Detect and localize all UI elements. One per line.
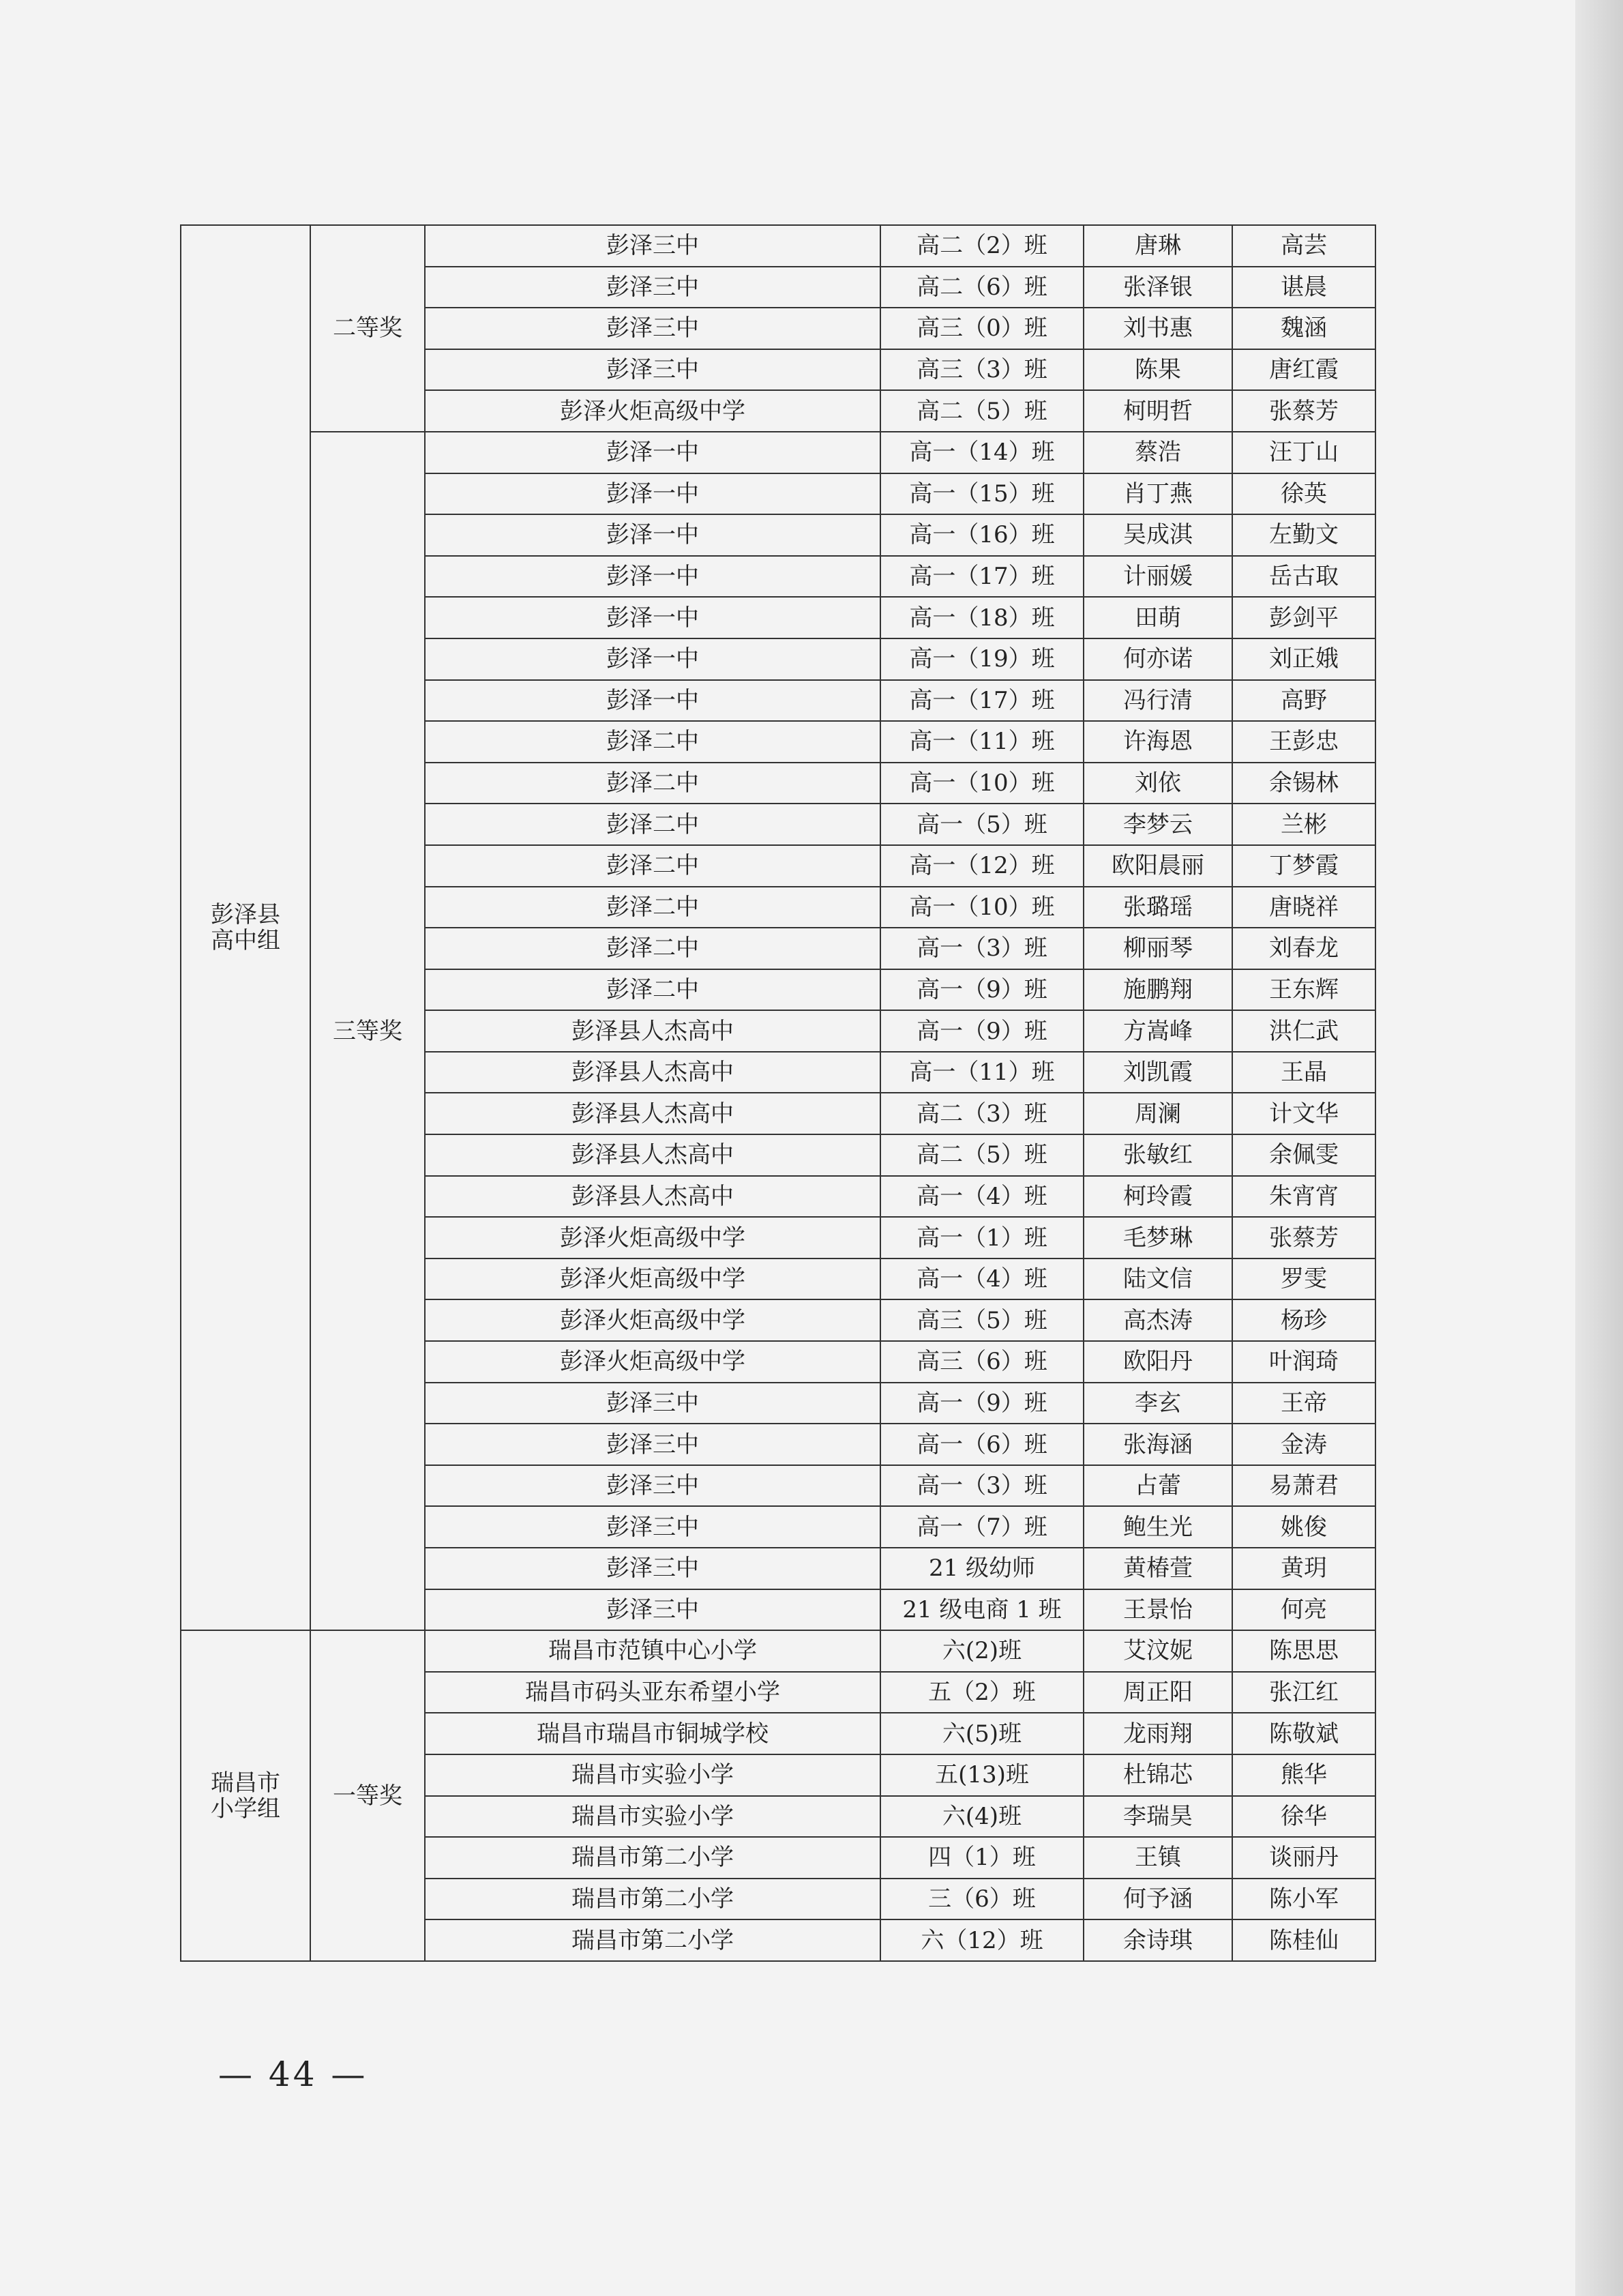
student-cell: 黄椿萱 [1084, 1548, 1232, 1589]
teacher-cell: 易萧君 [1232, 1465, 1375, 1507]
school-cell: 彭泽一中 [425, 680, 880, 722]
class-cell: 高一（18）班 [880, 597, 1084, 638]
student-cell: 周正阳 [1084, 1672, 1232, 1713]
school-cell: 瑞昌市实验小学 [425, 1754, 880, 1796]
student-cell: 余诗琪 [1084, 1919, 1232, 1961]
school-cell: 彭泽三中 [425, 349, 880, 391]
teacher-cell: 丁梦霞 [1232, 845, 1375, 887]
student-cell: 龙雨翔 [1084, 1713, 1232, 1754]
school-cell: 彭泽三中 [425, 267, 880, 308]
school-cell: 彭泽三中 [425, 1465, 880, 1507]
school-cell: 彭泽三中 [425, 1589, 880, 1631]
class-cell: 高一（15）班 [880, 473, 1084, 515]
teacher-cell: 唐红霞 [1232, 349, 1375, 391]
teacher-cell: 余佩雯 [1232, 1134, 1375, 1176]
school-cell: 彭泽一中 [425, 514, 880, 556]
school-cell: 瑞昌市第二小学 [425, 1919, 880, 1961]
teacher-cell: 熊华 [1232, 1754, 1375, 1796]
class-cell: 高一（1）班 [880, 1217, 1084, 1259]
award-cell: 二等奖 [310, 225, 425, 432]
awards-table-body [181, 225, 1375, 1961]
class-cell: 高一（17）班 [880, 680, 1084, 722]
teacher-cell: 姚俊 [1232, 1506, 1375, 1548]
teacher-cell: 刘正娥 [1232, 638, 1375, 680]
school-cell: 瑞昌市实验小学 [425, 1796, 880, 1838]
table-row [181, 432, 1375, 473]
school-cell: 彭泽一中 [425, 597, 880, 638]
award-cell: 三等奖 [310, 432, 425, 1630]
class-cell: 高一（10）班 [880, 763, 1084, 804]
school-cell: 彭泽二中 [425, 887, 880, 928]
class-cell: 高一（9）班 [880, 969, 1084, 1011]
school-cell: 瑞昌市第二小学 [425, 1837, 880, 1879]
teacher-cell: 王彭忠 [1232, 721, 1375, 763]
student-cell: 方嵩峰 [1084, 1010, 1232, 1052]
teacher-cell: 张蔡芳 [1232, 390, 1375, 432]
teacher-cell: 罗雯 [1232, 1259, 1375, 1300]
school-cell: 彭泽三中 [425, 1424, 880, 1465]
teacher-cell: 杨珍 [1232, 1299, 1375, 1341]
class-cell: 高一（11）班 [880, 1052, 1084, 1093]
class-cell: 高一（9）班 [880, 1010, 1084, 1052]
student-cell: 肖丁燕 [1084, 473, 1232, 515]
class-cell: 四（1）班 [880, 1837, 1084, 1879]
student-cell: 张璐瑶 [1084, 887, 1232, 928]
school-cell: 彭泽县人杰高中 [425, 1176, 880, 1218]
student-cell: 刘依 [1084, 763, 1232, 804]
teacher-cell: 左勤文 [1232, 514, 1375, 556]
teacher-cell: 叶润琦 [1232, 1341, 1375, 1383]
student-cell: 李瑞昊 [1084, 1796, 1232, 1838]
student-cell: 计丽媛 [1084, 556, 1232, 598]
teacher-cell: 王东辉 [1232, 969, 1375, 1011]
class-cell: 三（6）班 [880, 1879, 1084, 1920]
student-cell: 施鹏翔 [1084, 969, 1232, 1011]
school-cell: 彭泽火炬高级中学 [425, 1341, 880, 1383]
student-cell: 吴成淇 [1084, 514, 1232, 556]
class-cell: 高一（3）班 [880, 1465, 1084, 1507]
school-cell: 彭泽二中 [425, 928, 880, 969]
class-cell: 高一（10）班 [880, 887, 1084, 928]
student-cell: 艾汶妮 [1084, 1630, 1232, 1672]
class-cell: 高三（3）班 [880, 349, 1084, 391]
class-cell: 高一（4）班 [880, 1259, 1084, 1300]
award-cell: 一等奖 [310, 1630, 425, 1961]
student-cell: 柯明哲 [1084, 390, 1232, 432]
teacher-cell: 陈思思 [1232, 1630, 1375, 1672]
class-cell: 高二（3）班 [880, 1093, 1084, 1134]
student-cell: 张泽银 [1084, 267, 1232, 308]
teacher-cell: 张蔡芳 [1232, 1217, 1375, 1259]
class-cell: 六(4)班 [880, 1796, 1084, 1838]
student-cell: 张敏红 [1084, 1134, 1232, 1176]
class-cell: 高三（6）班 [880, 1341, 1084, 1383]
teacher-cell: 彭剑平 [1232, 597, 1375, 638]
student-cell: 毛梦琳 [1084, 1217, 1232, 1259]
teacher-cell: 王帝 [1232, 1383, 1375, 1424]
school-cell: 瑞昌市瑞昌市铜城学校 [425, 1713, 880, 1754]
class-cell: 高一（4）班 [880, 1176, 1084, 1218]
class-cell: 高一（7）班 [880, 1506, 1084, 1548]
class-cell: 高二（2）班 [880, 225, 1084, 267]
teacher-cell: 朱宵宵 [1232, 1176, 1375, 1218]
school-cell: 彭泽县人杰高中 [425, 1052, 880, 1093]
teacher-cell: 洪仁武 [1232, 1010, 1375, 1052]
class-cell: 高一（14）班 [880, 432, 1084, 473]
teacher-cell: 何亮 [1232, 1589, 1375, 1631]
class-cell: 高一（11）班 [880, 721, 1084, 763]
teacher-cell: 谈丽丹 [1232, 1837, 1375, 1879]
school-cell: 瑞昌市第二小学 [425, 1879, 880, 1920]
teacher-cell: 张江红 [1232, 1672, 1375, 1713]
school-cell: 彭泽二中 [425, 763, 880, 804]
teacher-cell: 徐英 [1232, 473, 1375, 515]
teacher-cell: 陈小军 [1232, 1879, 1375, 1920]
student-cell: 许海恩 [1084, 721, 1232, 763]
school-cell: 彭泽县人杰高中 [425, 1093, 880, 1134]
school-cell: 彭泽火炬高级中学 [425, 1217, 880, 1259]
school-cell: 彭泽一中 [425, 638, 880, 680]
class-cell: 高二（5）班 [880, 390, 1084, 432]
group-cell: 彭泽县 高中组 [181, 225, 310, 1630]
page-edge-shadow [1575, 0, 1623, 2296]
student-cell: 何予涵 [1084, 1879, 1232, 1920]
teacher-cell: 岳古取 [1232, 556, 1375, 598]
student-cell: 鲍生光 [1084, 1506, 1232, 1548]
student-cell: 蔡浩 [1084, 432, 1232, 473]
student-cell: 王景怡 [1084, 1589, 1232, 1631]
school-cell: 彭泽一中 [425, 473, 880, 515]
student-cell: 冯行清 [1084, 680, 1232, 722]
school-cell: 彭泽三中 [425, 1548, 880, 1589]
teacher-cell: 陈敬斌 [1232, 1713, 1375, 1754]
student-cell: 陆文信 [1084, 1259, 1232, 1300]
teacher-cell: 陈桂仙 [1232, 1919, 1375, 1961]
table-row [181, 225, 1375, 267]
school-cell: 彭泽三中 [425, 308, 880, 349]
school-cell: 彭泽三中 [425, 1383, 880, 1424]
student-cell: 田萌 [1084, 597, 1232, 638]
teacher-cell: 余锡林 [1232, 763, 1375, 804]
class-cell: 21 级电商 1 班 [880, 1589, 1084, 1631]
student-cell: 高杰涛 [1084, 1299, 1232, 1341]
student-cell: 刘凯霞 [1084, 1052, 1232, 1093]
student-cell: 李玄 [1084, 1383, 1232, 1424]
class-cell: 高二（5）班 [880, 1134, 1084, 1176]
teacher-cell: 高芸 [1232, 225, 1375, 267]
class-cell: 高三（5）班 [880, 1299, 1084, 1341]
student-cell: 欧阳丹 [1084, 1341, 1232, 1383]
teacher-cell: 高野 [1232, 680, 1375, 722]
student-cell: 柳丽琴 [1084, 928, 1232, 969]
class-cell: 高二（6）班 [880, 267, 1084, 308]
school-cell: 彭泽二中 [425, 721, 880, 763]
teacher-cell: 刘春龙 [1232, 928, 1375, 969]
student-cell: 张海涵 [1084, 1424, 1232, 1465]
teacher-cell: 魏涵 [1232, 308, 1375, 349]
school-cell: 彭泽一中 [425, 432, 880, 473]
school-cell: 彭泽二中 [425, 969, 880, 1011]
class-cell: 高一（19）班 [880, 638, 1084, 680]
teacher-cell: 计文华 [1232, 1093, 1375, 1134]
teacher-cell: 汪丁山 [1232, 432, 1375, 473]
class-cell: 六(5)班 [880, 1713, 1084, 1754]
teacher-cell: 金涛 [1232, 1424, 1375, 1465]
school-cell: 彭泽县人杰高中 [425, 1010, 880, 1052]
table-row [181, 1630, 1375, 1672]
page-number: — 44 — [218, 2055, 368, 2094]
student-cell: 杜锦芯 [1084, 1754, 1232, 1796]
school-cell: 瑞昌市范镇中心小学 [425, 1630, 880, 1672]
class-cell: 高一（17）班 [880, 556, 1084, 598]
class-cell: 高一（9）班 [880, 1383, 1084, 1424]
teacher-cell: 王晶 [1232, 1052, 1375, 1093]
class-cell: 五(13)班 [880, 1754, 1084, 1796]
class-cell: 21 级幼师 [880, 1548, 1084, 1589]
class-cell: 高一（6）班 [880, 1424, 1084, 1465]
group-cell: 瑞昌市 小学组 [181, 1630, 310, 1961]
school-cell: 彭泽县人杰高中 [425, 1134, 880, 1176]
teacher-cell: 徐华 [1232, 1796, 1375, 1838]
student-cell: 唐琳 [1084, 225, 1232, 267]
teacher-cell: 黄玥 [1232, 1548, 1375, 1589]
school-cell: 彭泽火炬高级中学 [425, 1299, 880, 1341]
school-cell: 瑞昌市码头亚东希望小学 [425, 1672, 880, 1713]
teacher-cell: 兰彬 [1232, 804, 1375, 845]
school-cell: 彭泽火炬高级中学 [425, 390, 880, 432]
awards-table [180, 224, 1376, 1962]
class-cell: 高一（5）班 [880, 804, 1084, 845]
class-cell: 高一（3）班 [880, 928, 1084, 969]
student-cell: 陈果 [1084, 349, 1232, 391]
class-cell: 五（2）班 [880, 1672, 1084, 1713]
teacher-cell: 谌晨 [1232, 267, 1375, 308]
class-cell: 高三（0）班 [880, 308, 1084, 349]
student-cell: 占蕾 [1084, 1465, 1232, 1507]
class-cell: 六（12）班 [880, 1919, 1084, 1961]
teacher-cell: 唐晓祥 [1232, 887, 1375, 928]
student-cell: 何亦诺 [1084, 638, 1232, 680]
school-cell: 彭泽一中 [425, 556, 880, 598]
class-cell: 高一（16）班 [880, 514, 1084, 556]
student-cell: 欧阳晨丽 [1084, 845, 1232, 887]
student-cell: 周澜 [1084, 1093, 1232, 1134]
student-cell: 刘书惠 [1084, 308, 1232, 349]
school-cell: 彭泽火炬高级中学 [425, 1259, 880, 1300]
school-cell: 彭泽二中 [425, 845, 880, 887]
class-cell: 六(2)班 [880, 1630, 1084, 1672]
student-cell: 王镇 [1084, 1837, 1232, 1879]
school-cell: 彭泽三中 [425, 1506, 880, 1548]
class-cell: 高一（12）班 [880, 845, 1084, 887]
student-cell: 柯玲霞 [1084, 1176, 1232, 1218]
school-cell: 彭泽二中 [425, 804, 880, 845]
school-cell: 彭泽三中 [425, 225, 880, 267]
student-cell: 李梦云 [1084, 804, 1232, 845]
